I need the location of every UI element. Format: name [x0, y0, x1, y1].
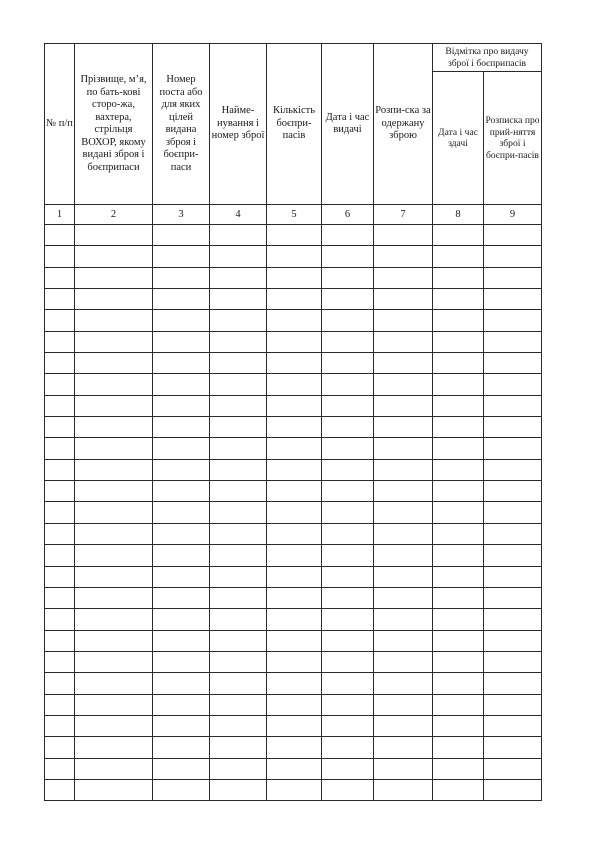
table-cell [267, 502, 322, 523]
table-cell [374, 438, 433, 459]
table-cell [484, 438, 542, 459]
table-cell [153, 438, 210, 459]
table-cell [45, 481, 75, 502]
table-cell [374, 737, 433, 758]
table-row [45, 609, 542, 630]
table-cell [75, 779, 153, 800]
table-cell [210, 758, 267, 779]
table-cell [45, 758, 75, 779]
table-cell [267, 758, 322, 779]
table-cell [153, 353, 210, 374]
header-row-number: № п/п [45, 44, 75, 205]
table-cell [153, 289, 210, 310]
table-row [45, 651, 542, 672]
column-number: 7 [374, 205, 433, 225]
table-cell [75, 481, 153, 502]
table-cell [45, 630, 75, 651]
table-cell [322, 310, 374, 331]
table-cell [210, 438, 267, 459]
table-cell [153, 673, 210, 694]
table-cell [433, 353, 484, 374]
table-cell [433, 395, 484, 416]
table-cell [484, 331, 542, 352]
table-cell [75, 758, 153, 779]
table-cell [484, 417, 542, 438]
table-cell [267, 609, 322, 630]
table-cell [210, 630, 267, 651]
table-cell [484, 630, 542, 651]
table-cell [433, 694, 484, 715]
table-cell [322, 587, 374, 608]
header-weapon-name-number: Найме-нування і номер зброї [210, 44, 267, 205]
table-cell [153, 694, 210, 715]
table-cell [267, 267, 322, 288]
table-row [45, 395, 542, 416]
table-cell [374, 267, 433, 288]
column-number: 4 [210, 205, 267, 225]
table-cell [75, 566, 153, 587]
table-cell [484, 267, 542, 288]
table-cell [484, 651, 542, 672]
table-cell [322, 374, 374, 395]
table-cell [322, 353, 374, 374]
table-cell [433, 523, 484, 544]
table-cell [322, 630, 374, 651]
table-cell [484, 694, 542, 715]
table-cell [433, 225, 484, 246]
table-cell [45, 779, 75, 800]
table-row [45, 673, 542, 694]
table-cell [75, 395, 153, 416]
table-cell [322, 737, 374, 758]
table-cell [210, 673, 267, 694]
table-row [45, 310, 542, 331]
table-cell [267, 353, 322, 374]
table-cell [322, 673, 374, 694]
table-cell [267, 779, 322, 800]
table-cell [322, 417, 374, 438]
table-cell [45, 225, 75, 246]
table-cell [484, 545, 542, 566]
table-row [45, 481, 542, 502]
table-cell [75, 694, 153, 715]
weapons-issue-register-table [44, 43, 542, 801]
table-cell [45, 459, 75, 480]
table-cell [75, 225, 153, 246]
table-cell [433, 609, 484, 630]
table-cell [153, 225, 210, 246]
table-cell [374, 715, 433, 736]
column-number: 6 [322, 205, 374, 225]
table-row [45, 225, 542, 246]
table-cell [75, 502, 153, 523]
table-cell [153, 374, 210, 395]
table-cell [267, 225, 322, 246]
table-cell [374, 481, 433, 502]
table-cell [374, 779, 433, 800]
table-cell [45, 395, 75, 416]
table-cell [267, 481, 322, 502]
table-cell [267, 310, 322, 331]
table-cell [210, 566, 267, 587]
table-cell [374, 417, 433, 438]
table-cell [75, 609, 153, 630]
table-cell [153, 737, 210, 758]
register-sheet [44, 43, 541, 804]
table-cell [75, 630, 153, 651]
table-cell [484, 758, 542, 779]
table-cell [153, 502, 210, 523]
table-cell [45, 374, 75, 395]
table-cell [45, 417, 75, 438]
table-cell [374, 609, 433, 630]
table-cell [75, 353, 153, 374]
table-cell [210, 609, 267, 630]
table-cell [45, 289, 75, 310]
table-cell [374, 502, 433, 523]
table-cell [153, 609, 210, 630]
table-cell [433, 737, 484, 758]
table-row [45, 331, 542, 352]
table-row [45, 587, 542, 608]
table-cell [322, 267, 374, 288]
header-issue-mark-group: Відмітка про видачу зброї і боєприпасів [433, 44, 542, 72]
table-row [45, 417, 542, 438]
table-cell [484, 502, 542, 523]
table-cell [210, 523, 267, 544]
table-cell [322, 289, 374, 310]
table-row [45, 246, 542, 267]
table-cell [75, 673, 153, 694]
table-cell [374, 694, 433, 715]
table-cell [374, 587, 433, 608]
table-cell [153, 267, 210, 288]
table-cell [433, 566, 484, 587]
table-cell [267, 417, 322, 438]
header-ammo-quantity: Кількість боєпри-пасів [267, 44, 322, 205]
table-cell [267, 737, 322, 758]
table-cell [433, 331, 484, 352]
table-cell [45, 609, 75, 630]
table-cell [433, 651, 484, 672]
table-cell [484, 523, 542, 544]
table-cell [374, 651, 433, 672]
table-cell [210, 289, 267, 310]
table-cell [153, 523, 210, 544]
table-cell [374, 673, 433, 694]
table-row [45, 566, 542, 587]
table-row [45, 545, 542, 566]
table-cell [484, 395, 542, 416]
column-number: 8 [433, 205, 484, 225]
table-cell [210, 694, 267, 715]
table-cell [210, 225, 267, 246]
column-number: 3 [153, 205, 210, 225]
table-row [45, 267, 542, 288]
table-cell [433, 374, 484, 395]
table-cell [374, 331, 433, 352]
table-cell [374, 246, 433, 267]
table-cell [267, 545, 322, 566]
header-issue-datetime: Дата і час видачі [322, 44, 374, 205]
table-cell [484, 374, 542, 395]
table-row [45, 289, 542, 310]
table-cell [45, 502, 75, 523]
table-cell [210, 374, 267, 395]
table-cell [484, 779, 542, 800]
table-cell [433, 587, 484, 608]
table-cell [374, 395, 433, 416]
header-acceptance-signature: Розписка про прий-няття зброї і боєпри-пасів [484, 72, 542, 205]
table-cell [322, 694, 374, 715]
table-cell [45, 331, 75, 352]
table-cell [322, 779, 374, 800]
table-row [45, 737, 542, 758]
table-cell [322, 438, 374, 459]
table-cell [433, 673, 484, 694]
table-cell [75, 587, 153, 608]
table-cell [45, 715, 75, 736]
table-cell [210, 651, 267, 672]
table-cell [267, 246, 322, 267]
table-cell [153, 630, 210, 651]
table-cell [267, 694, 322, 715]
table-cell [433, 267, 484, 288]
table-cell [153, 545, 210, 566]
table-cell [484, 609, 542, 630]
table-cell [322, 566, 374, 587]
table-cell [374, 545, 433, 566]
table-cell [75, 331, 153, 352]
table-cell [433, 310, 484, 331]
table-cell [267, 331, 322, 352]
table-cell [210, 395, 267, 416]
table-cell [75, 523, 153, 544]
table-cell [484, 587, 542, 608]
table-cell [374, 758, 433, 779]
table-cell [210, 587, 267, 608]
table-cell [484, 246, 542, 267]
table-cell [153, 246, 210, 267]
table-cell [267, 289, 322, 310]
table-cell [210, 353, 267, 374]
table-cell [267, 673, 322, 694]
table-cell [45, 353, 75, 374]
table-cell [45, 523, 75, 544]
table-cell [322, 246, 374, 267]
table-cell [210, 545, 267, 566]
table-cell [433, 630, 484, 651]
table-cell [75, 715, 153, 736]
table-cell [153, 310, 210, 331]
table-cell [484, 225, 542, 246]
table-cell [45, 246, 75, 267]
table-cell [75, 438, 153, 459]
table-cell [374, 225, 433, 246]
table-cell [210, 267, 267, 288]
table-cell [75, 651, 153, 672]
table-cell [210, 246, 267, 267]
table-cell [374, 310, 433, 331]
column-number: 5 [267, 205, 322, 225]
table-cell [484, 353, 542, 374]
table-cell [484, 289, 542, 310]
table-row [45, 523, 542, 544]
table-cell [433, 246, 484, 267]
table-cell [267, 374, 322, 395]
table-cell [153, 566, 210, 587]
table-cell [374, 374, 433, 395]
column-number: 9 [484, 205, 542, 225]
table-cell [267, 459, 322, 480]
table-cell [484, 715, 542, 736]
table-cell [45, 545, 75, 566]
table-cell [433, 779, 484, 800]
table-cell [374, 566, 433, 587]
table-row [45, 758, 542, 779]
table-row [45, 630, 542, 651]
table-cell [75, 374, 153, 395]
table-cell [322, 758, 374, 779]
table-cell [322, 651, 374, 672]
table-cell [322, 523, 374, 544]
table-cell [210, 481, 267, 502]
table-cell [153, 651, 210, 672]
table-cell [153, 481, 210, 502]
table-cell [322, 225, 374, 246]
table-cell [153, 331, 210, 352]
table-cell [153, 779, 210, 800]
table-cell [484, 673, 542, 694]
table-cell [322, 395, 374, 416]
table-cell [433, 758, 484, 779]
table-cell [322, 502, 374, 523]
table-cell [75, 459, 153, 480]
table-cell [484, 481, 542, 502]
table-cell [45, 566, 75, 587]
table-cell [433, 502, 484, 523]
table-cell [484, 566, 542, 587]
table-row [45, 502, 542, 523]
header-receipt-signature: Розпи-ска за одержану зброю [374, 44, 433, 205]
header-return-datetime: Дата і час здачі [433, 72, 484, 205]
column-number: 2 [75, 205, 153, 225]
header-post-or-purpose: Номер поста або для яких цілей видана зброя і боєпри-паси [153, 44, 210, 205]
table-cell [210, 779, 267, 800]
table-cell [75, 737, 153, 758]
table-cell [322, 545, 374, 566]
table-cell [75, 417, 153, 438]
table-cell [45, 438, 75, 459]
table-cell [45, 651, 75, 672]
table-cell [433, 481, 484, 502]
table-cell [374, 459, 433, 480]
table-cell [322, 715, 374, 736]
table-cell [374, 630, 433, 651]
table-row [45, 353, 542, 374]
table-cell [484, 459, 542, 480]
column-number: 1 [45, 205, 75, 225]
table-row [45, 459, 542, 480]
table-cell [374, 523, 433, 544]
table-cell [210, 737, 267, 758]
table-cell [433, 289, 484, 310]
table-cell [433, 417, 484, 438]
table-cell [210, 502, 267, 523]
table-cell [75, 545, 153, 566]
table-cell [75, 267, 153, 288]
table-cell [45, 694, 75, 715]
table-cell [75, 246, 153, 267]
table-cell [210, 715, 267, 736]
table-cell [433, 459, 484, 480]
table-cell [45, 587, 75, 608]
table-cell [45, 737, 75, 758]
column-number-row [45, 205, 542, 225]
table-row [45, 779, 542, 800]
table-cell [210, 310, 267, 331]
table-cell [374, 353, 433, 374]
table-cell [267, 651, 322, 672]
table-cell [267, 630, 322, 651]
table-cell [267, 587, 322, 608]
table-cell [210, 459, 267, 480]
table-row [45, 438, 542, 459]
table-cell [484, 737, 542, 758]
header-recipient-name: Прізвище, м’я, по бать-кові сторо-жа, вахтера, стрільця ВОХОР, якому видані зброя і боєприпаси [75, 44, 153, 205]
table-cell [210, 331, 267, 352]
table-cell [484, 310, 542, 331]
table-cell [153, 459, 210, 480]
table-cell [322, 459, 374, 480]
table-cell [45, 267, 75, 288]
table-cell [153, 715, 210, 736]
table-cell [45, 310, 75, 331]
table-cell [267, 715, 322, 736]
table-cell [433, 438, 484, 459]
table-cell [322, 481, 374, 502]
table-cell [433, 545, 484, 566]
table-row [45, 715, 542, 736]
table-cell [374, 289, 433, 310]
table-cell [75, 310, 153, 331]
table-cell [153, 395, 210, 416]
table-row [45, 694, 542, 715]
table-cell [153, 587, 210, 608]
table-cell [75, 289, 153, 310]
table-cell [210, 417, 267, 438]
table-cell [267, 566, 322, 587]
table-cell [45, 673, 75, 694]
table-cell [267, 395, 322, 416]
table-cell [267, 438, 322, 459]
table-row [45, 374, 542, 395]
table-cell [322, 331, 374, 352]
table-cell [153, 417, 210, 438]
table-cell [153, 758, 210, 779]
table-cell [433, 715, 484, 736]
table-cell [267, 523, 322, 544]
table-cell [322, 609, 374, 630]
